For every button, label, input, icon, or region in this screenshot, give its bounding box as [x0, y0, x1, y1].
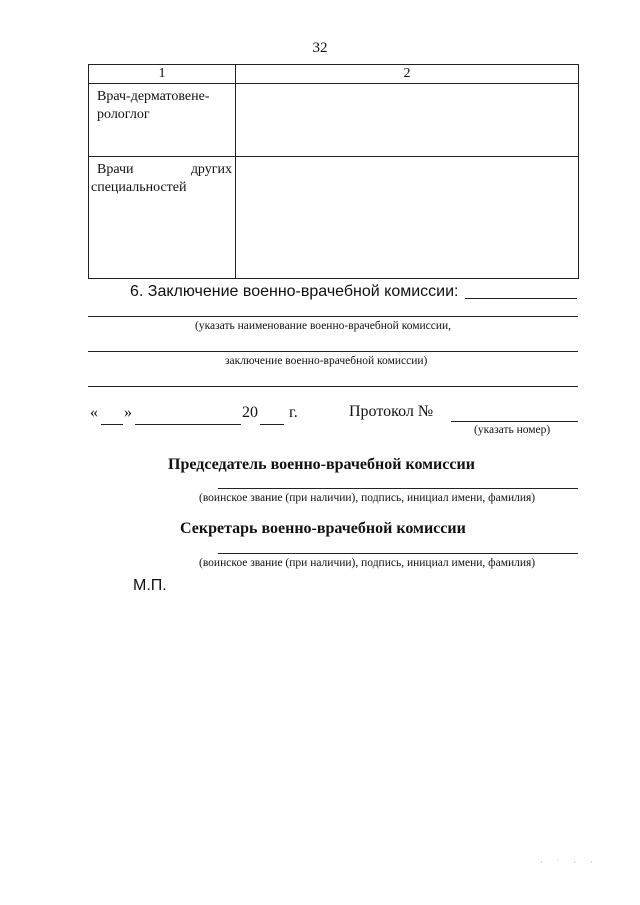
- date-year-prefix: 20: [242, 404, 258, 421]
- secretary-title: Секретарь военно-врачебной комиссии: [180, 520, 466, 537]
- section6-title: 6. Заключение военно-врачебной комиссии:: [130, 283, 459, 300]
- date-close-quote: »: [124, 404, 132, 421]
- table-row: [89, 84, 579, 157]
- conclusion-cell-dermatovenerologist[interactable]: [236, 84, 579, 157]
- specialist-cell-other-doctors: [89, 157, 236, 279]
- specialist-cell-dermatovenerologist: [89, 84, 236, 157]
- date-year-suffix: г.: [289, 404, 298, 421]
- specialist-label-word2: других: [190, 162, 232, 177]
- conclusion-text-line[interactable]: [88, 351, 578, 352]
- specialist-label-line1: Врач-дерматовене-: [97, 89, 210, 104]
- secretary-signature-line[interactable]: [218, 553, 578, 554]
- specialists-table: [88, 64, 579, 279]
- chairman-title: Председатель военно-врачебной комиссии: [168, 456, 475, 473]
- conclusion-cell-other-doctors[interactable]: [236, 157, 579, 279]
- date-month-field[interactable]: [135, 424, 241, 425]
- column-header-1: 1: [89, 65, 236, 84]
- column-header-2: 2: [236, 65, 579, 84]
- stamp-place: М.П.: [133, 577, 167, 594]
- date-open-quote: «: [90, 404, 98, 421]
- conclusion-input-line[interactable]: [465, 298, 577, 299]
- commission-name-caption: (указать наименование военно-врачебной комиссии,: [195, 320, 452, 332]
- table-row: [89, 157, 579, 279]
- chairman-caption: (воинское звание (при наличии), подпись, инициал имени, фамилия): [199, 492, 536, 504]
- protocol-label: Протокол №: [349, 403, 434, 420]
- scan-specks: · ˙ · ·: [540, 858, 599, 867]
- commission-name-line[interactable]: [88, 316, 578, 317]
- specialist-label-word1: Врачи: [97, 162, 134, 177]
- page-number: 32: [312, 40, 328, 56]
- date-day-field[interactable]: [101, 424, 123, 425]
- chairman-signature-line[interactable]: [218, 488, 578, 489]
- protocol-number-field[interactable]: [451, 421, 578, 422]
- secretary-caption: (воинское звание (при наличии), подпись, инициал имени, фамилия): [199, 557, 536, 569]
- conclusion-caption: заключение военно-врачебной комиссии): [225, 355, 428, 367]
- specialist-label-line2: специальностей: [91, 180, 187, 195]
- protocol-number-caption: (указать номер): [474, 424, 551, 436]
- date-year-field[interactable]: [260, 424, 284, 425]
- table-header-row: [89, 65, 579, 84]
- specialist-label-line2: рологлог: [97, 107, 150, 122]
- conclusion-continue-line[interactable]: [88, 386, 578, 387]
